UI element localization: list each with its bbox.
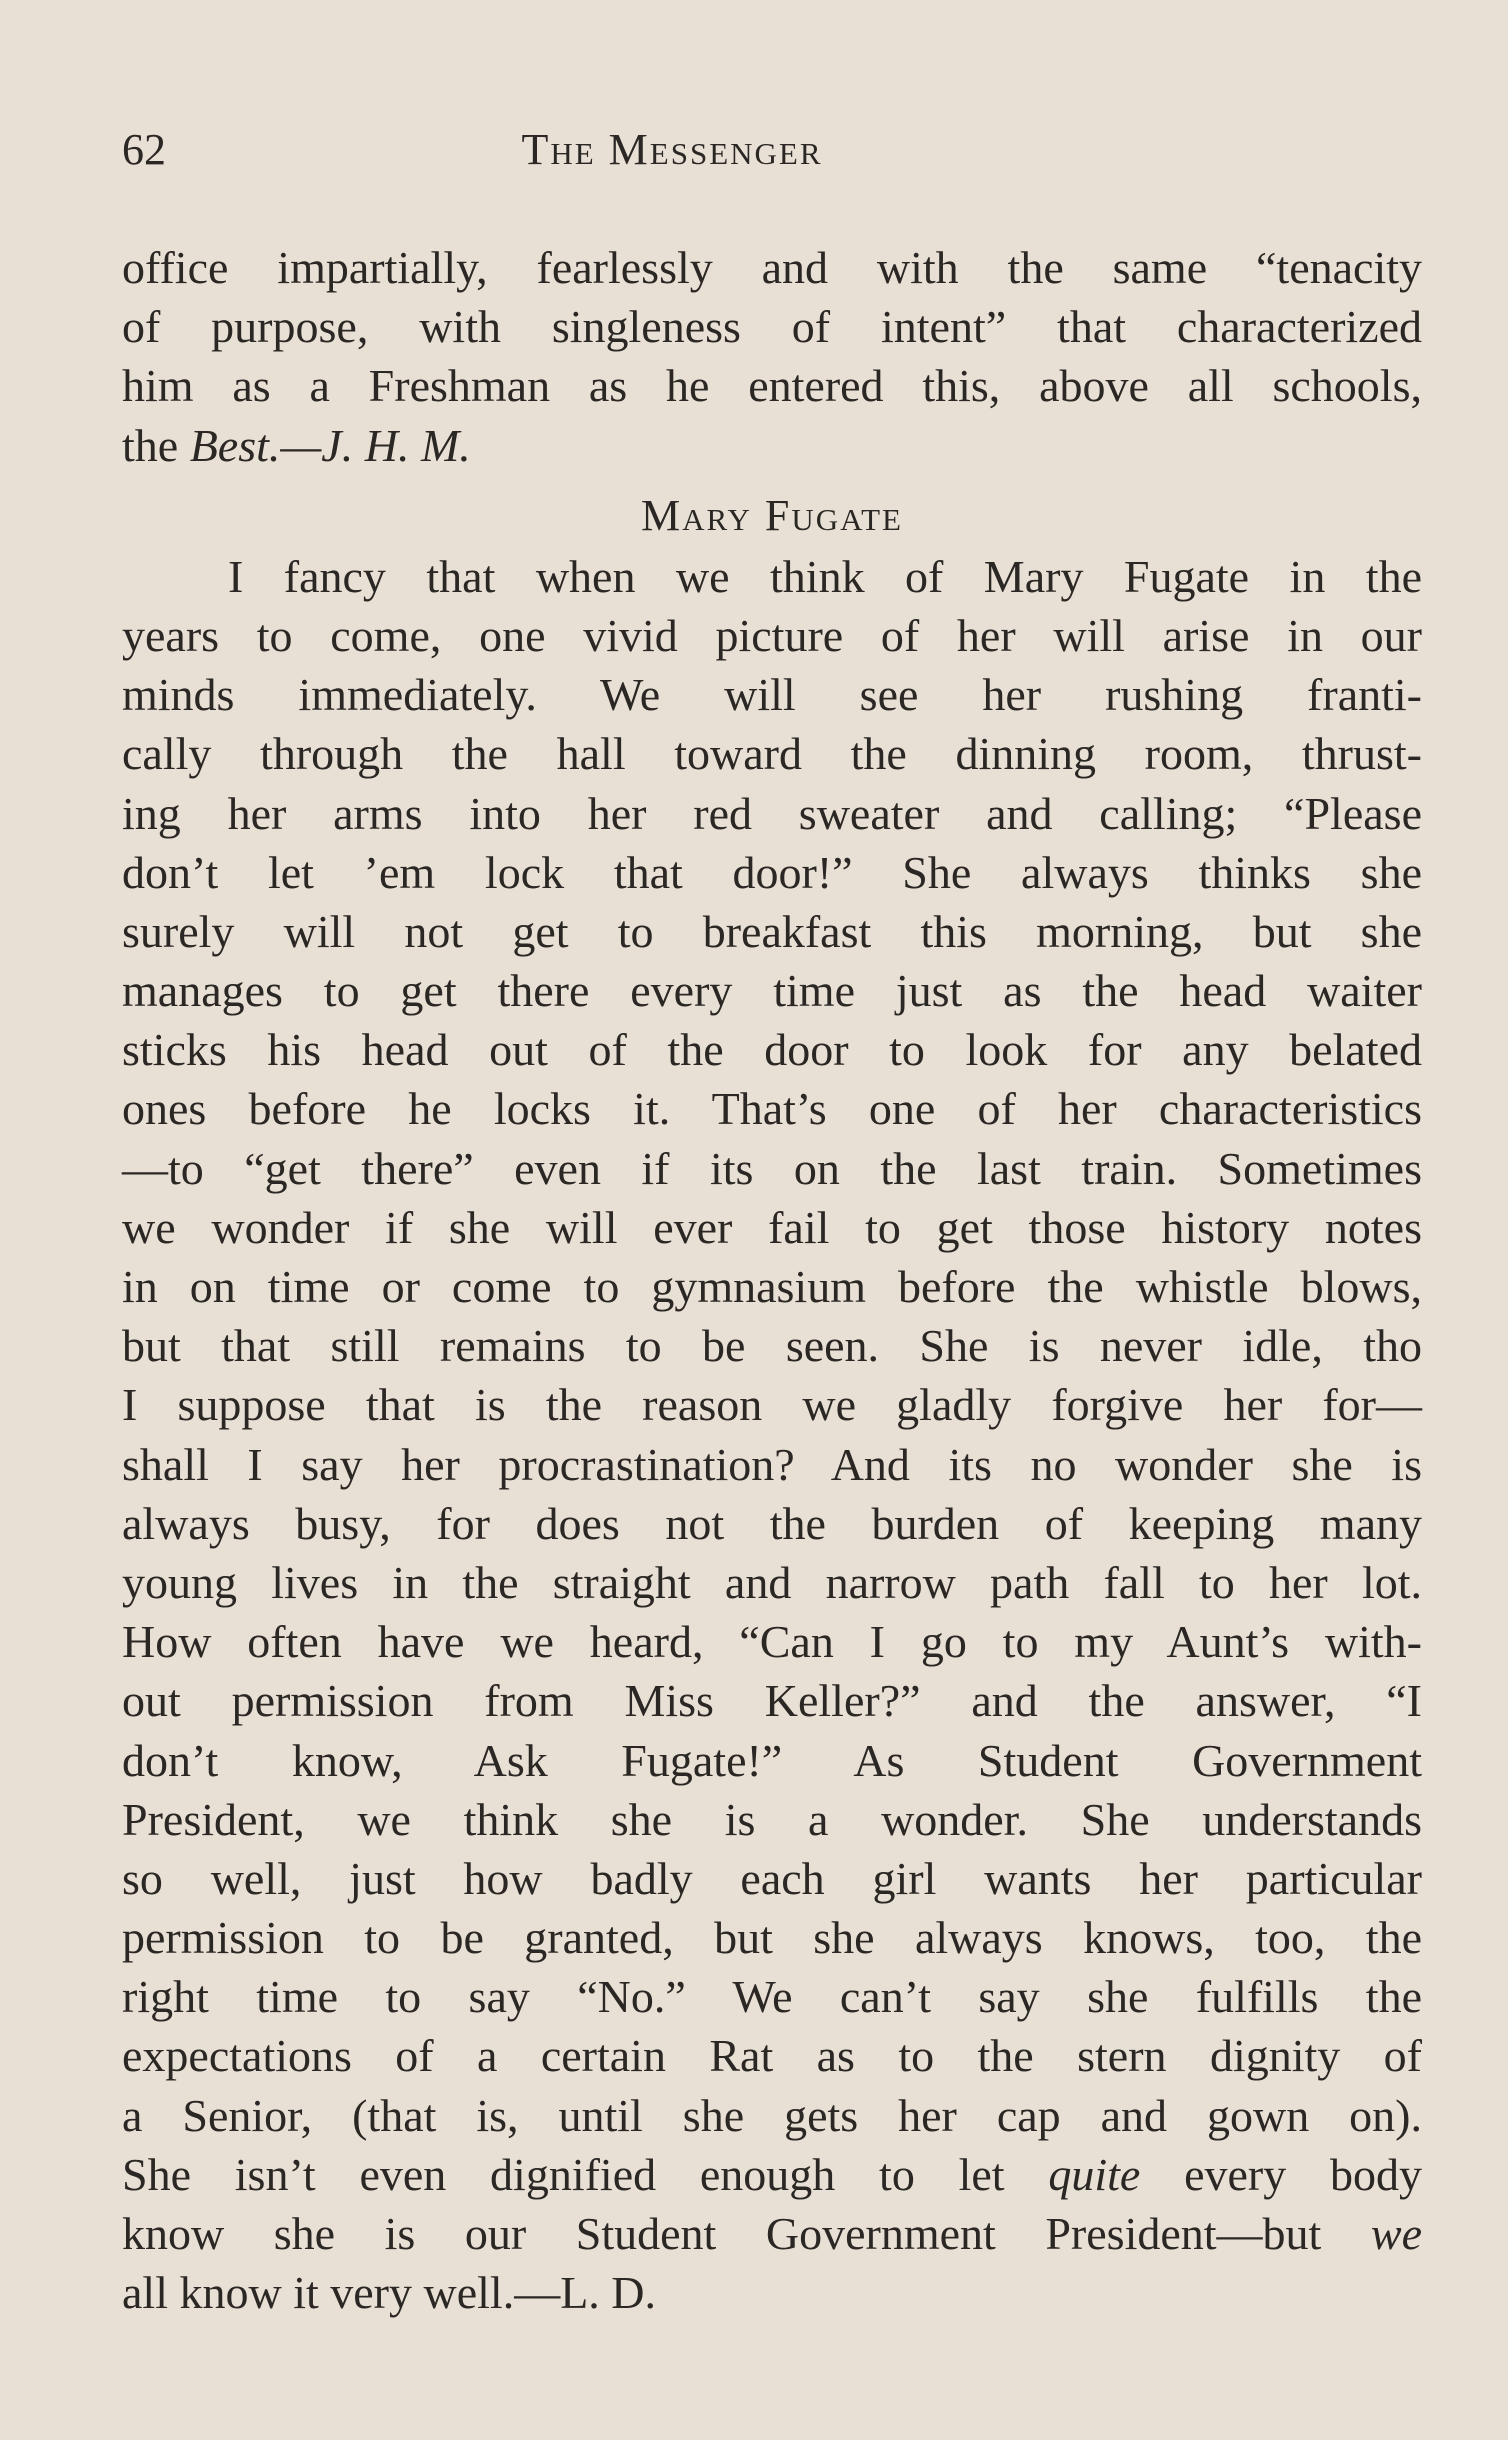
- text-line: permission to be granted, but she always knows, too, the: [122, 1912, 1422, 1964]
- text-line: don’t know, Ask Fugate!” As Student Government: [122, 1734, 1422, 1786]
- text-line: How often have we heard, “Can I go to my Aunt’s with-: [122, 1616, 1422, 1668]
- italic-word: we: [1370, 2208, 1422, 2259]
- text-run: every body: [1140, 2148, 1422, 2200]
- text-line: surely will not get to breakfast this morning, but she: [122, 905, 1422, 957]
- text-line: expectations of a certain Rat as to the stern dignity of: [122, 2030, 1422, 2082]
- text-line: young lives in the straight and narrow path fall to her lot.: [122, 1556, 1422, 1608]
- text-line: cally through the hall toward the dinning room, thrust-: [122, 728, 1422, 780]
- italic-signature: Best.—J. H. M.: [189, 419, 471, 471]
- italic-word: quite: [1048, 2148, 1141, 2200]
- text-line: minds immediately. We will see her rushing franti-: [122, 669, 1422, 721]
- text-line: I fancy that when we think of Mary Fugate in the: [228, 550, 1422, 602]
- text-line: ing her arms into her red sweater and calling; “Please: [122, 787, 1422, 839]
- text-line: in on time or come to gymnasium before the whistle blows,: [122, 1261, 1422, 1312]
- text-line: manages to get there every time just as the head waiter: [122, 965, 1422, 1017]
- text-line-signature: all know it very well.—L. D.: [122, 2267, 657, 2319]
- text-line: so well, just how badly each girl wants her particular: [122, 1852, 1422, 1904]
- text-line: sticks his head out of the door to look for any belated: [122, 1024, 1422, 1076]
- text-run: She isn’t even dignified enough to let: [122, 2148, 1049, 2200]
- text-line: [122, 2204, 1422, 2263]
- section-heading: Mary Fugate: [641, 490, 903, 540]
- text-line: out permission from Miss Keller?” and the answer, “I: [122, 1675, 1422, 1727]
- text-line: always busy, for does not the burden of keeping many: [122, 1497, 1422, 1549]
- text-line: but that still remains to be seen. She is never idle, tho: [122, 1320, 1422, 1372]
- text-line: a Senior, (that is, until she gets her cap and gown on).: [122, 2089, 1422, 2141]
- body-text: [122, 238, 1422, 2322]
- journal-title: The Messenger: [521, 125, 823, 174]
- text-line: don’t let ’em lock that door!” She always thinks she: [122, 846, 1422, 898]
- running-head: [122, 118, 1422, 182]
- text-run: the: [122, 419, 190, 471]
- text-line: years to come, one vivid picture of her will arise in our: [122, 609, 1422, 661]
- text-line: shall I say her procrastination? And its no wonder she is: [122, 1438, 1422, 1490]
- text-line: I suppose that is the reason we gladly forgive her for—: [122, 1379, 1422, 1431]
- text-line: of purpose, with singleness of intent” that characterized: [122, 301, 1422, 353]
- text-line: President, we think she is a wonder. She understands: [122, 1793, 1422, 1845]
- text-line: —to “get there” even if its on the last train. Sometimes: [122, 1142, 1422, 1194]
- text-line: we wonder if she will ever fail to get those history notes: [122, 1201, 1422, 1253]
- text-line: right time to say “No.” We can’t say she fulfills the: [122, 1971, 1422, 2023]
- text-line: ones before he locks it. That’s one of her characteristics: [122, 1083, 1422, 1135]
- page-number: 62: [122, 125, 166, 174]
- text-line: him as a Freshman as he entered this, above all schools,: [122, 360, 1422, 412]
- text-line: [122, 2145, 1422, 2204]
- text-line: office impartially, fearlessly and with the same “tenacity: [122, 242, 1422, 293]
- text-line-signature: [122, 416, 1422, 475]
- text-run: know she is our Student Government President—but: [122, 2208, 1371, 2259]
